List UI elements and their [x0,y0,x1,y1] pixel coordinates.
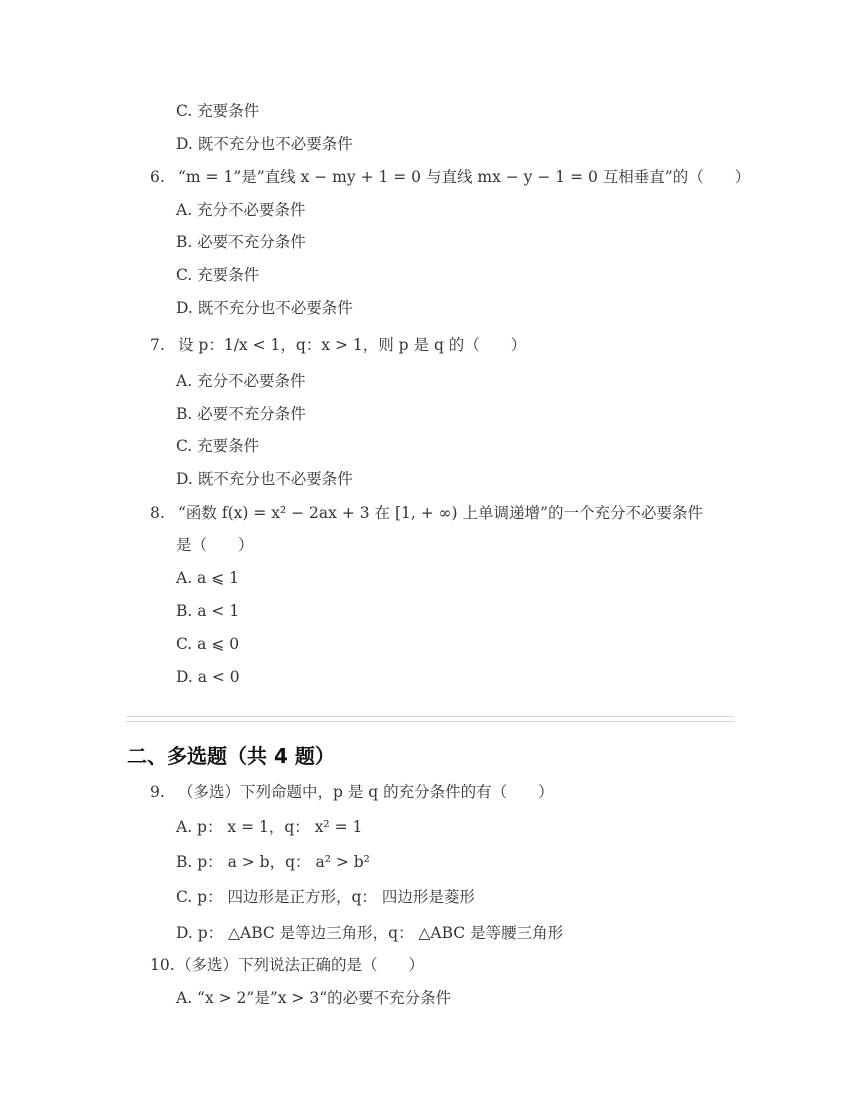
q8-option-b: B. a < 1 [176,602,240,620]
q7-option-d: D. 既不充分也不必要条件 [176,470,353,488]
q7-option-a: A. 充分不必要条件 [176,372,306,390]
question-8-continued: 是（ ） [176,536,254,554]
q9-option-d: D. p： △ABC 是等边三角形，q： △ABC 是等腰三角形 [176,924,564,942]
section-divider [126,716,734,722]
question-number: 10. [150,956,175,974]
question-text: “函数 f(x) = x² − 2ax + 3 在 [1, + ∞) 上单调递增”的一个充分不必要条件 [178,504,703,522]
q6-option-c: C. 充要条件 [176,266,260,284]
q5-option-c: C. 充要条件 [176,102,260,120]
q8-option-a: A. a ⩽ 1 [176,569,239,587]
question-text: （多选）下列命题中，p 是 q 的充分条件的有（ ） [178,783,554,801]
q10-option-a: A. “x > 2”是”x > 3“的必要不充分条件 [176,989,452,1007]
question-text: （多选）下列说法正确的是（ ） [176,956,425,974]
question-text: “m = 1”是”直线 x − my + 1 = 0 与直线 mx − y − 1 = 0 互相垂直”的（ ） [178,168,751,186]
q7-option-c: C. 充要条件 [176,437,260,455]
q5-option-d: D. 既不充分也不必要条件 [176,135,353,153]
section-heading: 二、多选题（共 4 题） [127,744,335,768]
q6-option-d: D. 既不充分也不必要条件 [176,299,353,317]
q8-option-c: C. a ⩽ 0 [176,635,240,653]
question-number: 6. [150,168,165,186]
q9-option-a: A. p： x = 1，q： x² = 1 [176,818,363,836]
q6-option-b: B. 必要不充分条件 [176,233,306,251]
q6-option-a: A. 充分不必要条件 [176,201,306,219]
q7-option-b: B. 必要不充分条件 [176,405,306,423]
question-number: 8. [150,504,165,522]
q8-option-d: D. a < 0 [176,668,240,686]
question-number: 7. [150,336,165,354]
question-text: 设 p：1/x < 1，q：x > 1，则 p 是 q 的（ ） [178,336,527,354]
question-number: 9. [150,783,165,801]
q9-option-c: C. p： 四边形是正方形，q： 四边形是菱形 [176,888,475,906]
q9-option-b: B. p： a > b，q： a² > b² [176,853,370,871]
